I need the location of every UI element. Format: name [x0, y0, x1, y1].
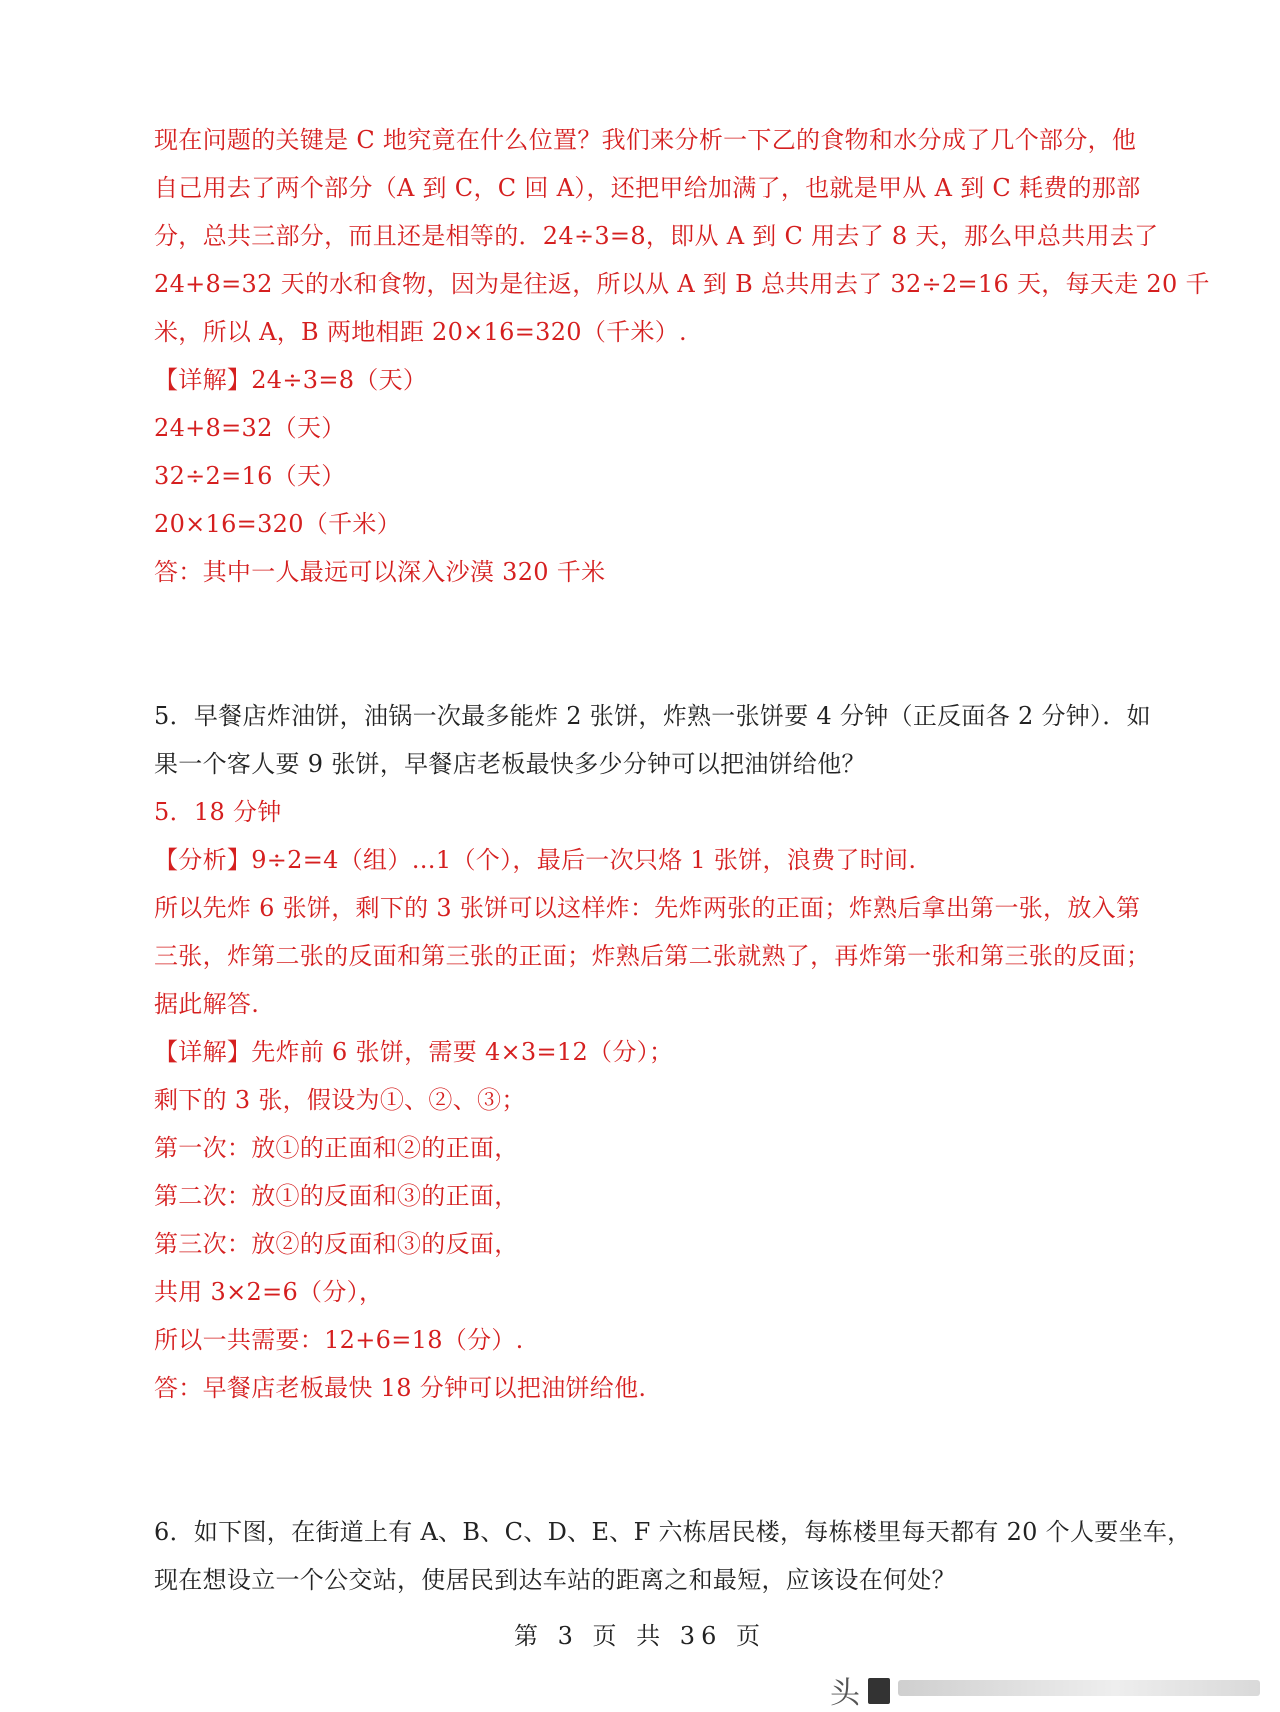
- answer-line: 答：其中一人最远可以深入沙漠 320 千米: [154, 558, 606, 586]
- answer-line: 剩下的 3 张，假设为①、②、③；: [154, 1086, 526, 1114]
- answer-line: 第一次：放①的正面和②的正面，: [154, 1134, 519, 1162]
- watermark-fade: [898, 1680, 1260, 1696]
- answer-line: 所以一共需要：12+6=18（分）.: [154, 1326, 524, 1354]
- answer-line: 第三次：放②的反面和③的反面，: [154, 1230, 519, 1258]
- question-line: 果一个客人要 9 张饼，早餐店老板最快多少分钟可以把油饼给他？: [154, 750, 866, 778]
- analysis-line: 自己用去了两个部分（A 到 C，C 回 A），还把甲给加满了，也就是甲从 A 到 C 耗费的那部: [154, 174, 1141, 202]
- question-line: 现在想设立一个公交站，使居民到达车站的距离之和最短，应该设在何处？: [154, 1566, 956, 1594]
- analysis-line: 米，所以 A，B 两地相距 20×16=320（千米）.: [154, 318, 687, 346]
- detail-line: 24+8=32（天）: [154, 414, 346, 442]
- watermark-bar-icon: [868, 1678, 890, 1704]
- answer-line: 三张，炸第二张的反面和第三张的正面；炸熟后第二张就熟了，再炸第一张和第三张的反面；: [154, 942, 1151, 970]
- question-5-answer: [154, 788, 1151, 1412]
- detail-line: 32÷2=16（天）: [154, 462, 346, 490]
- answer-line: 共用 3×2=6（分），: [154, 1278, 384, 1306]
- detail-line: 20×16=320（千米）: [154, 510, 402, 538]
- analysis-line: 24+8=32 天的水和食物，因为是往返，所以从 A 到 B 总共用去了 32÷2=16 天，每天走 20 千: [154, 270, 1210, 298]
- analysis-line: 现在问题的关键是 C 地究竟在什么位置？我们来分析一下乙的食物和水分成了几个部分，他: [154, 126, 1137, 154]
- page-number: 第 3 页 共 36 页: [514, 1622, 766, 1650]
- answer-line: 【详解】先炸前 6 张饼，需要 4×3=12（分）；: [154, 1038, 674, 1066]
- detail-line: 【详解】24÷3=8（天）: [154, 366, 428, 394]
- answer-line: 【分析】9÷2=4（组）…1（个），最后一次只烙 1 张饼，浪费了时间.: [154, 846, 917, 874]
- question-6: [154, 1508, 1192, 1604]
- prev-analysis: [154, 116, 1210, 596]
- question-line: 5．早餐店炸油饼，油锅一次最多能炸 2 张饼，炸熟一张饼要 4 分钟（正反面各 2 分钟）．如: [154, 702, 1151, 730]
- answer-line: 所以先炸 6 张饼，剩下的 3 张饼可以这样炸：先炸两张的正面；炸熟后拿出第一张，放入第: [154, 894, 1141, 922]
- watermark: [830, 1668, 1270, 1711]
- answer-line: 第二次：放①的反面和③的正面，: [154, 1182, 519, 1210]
- answer-line: 5．18 分钟: [154, 798, 282, 826]
- answer-line: 据此解答.: [154, 990, 260, 1018]
- analysis-line: 分，总共三部分，而且还是相等的．24÷3=8，即从 A 到 C 用去了 8 天，那么甲总共用去了: [154, 222, 1159, 250]
- question-5: [154, 692, 1151, 788]
- question-line: 6．如下图，在街道上有 A、B、C、D、E、F 六栋居民楼，每栋楼里每天都有 20 个人要坐车，: [154, 1518, 1192, 1546]
- answer-line: 答：早餐店老板最快 18 分钟可以把油饼给他.: [154, 1374, 647, 1402]
- watermark-logo-icon: 头: [830, 1676, 860, 1711]
